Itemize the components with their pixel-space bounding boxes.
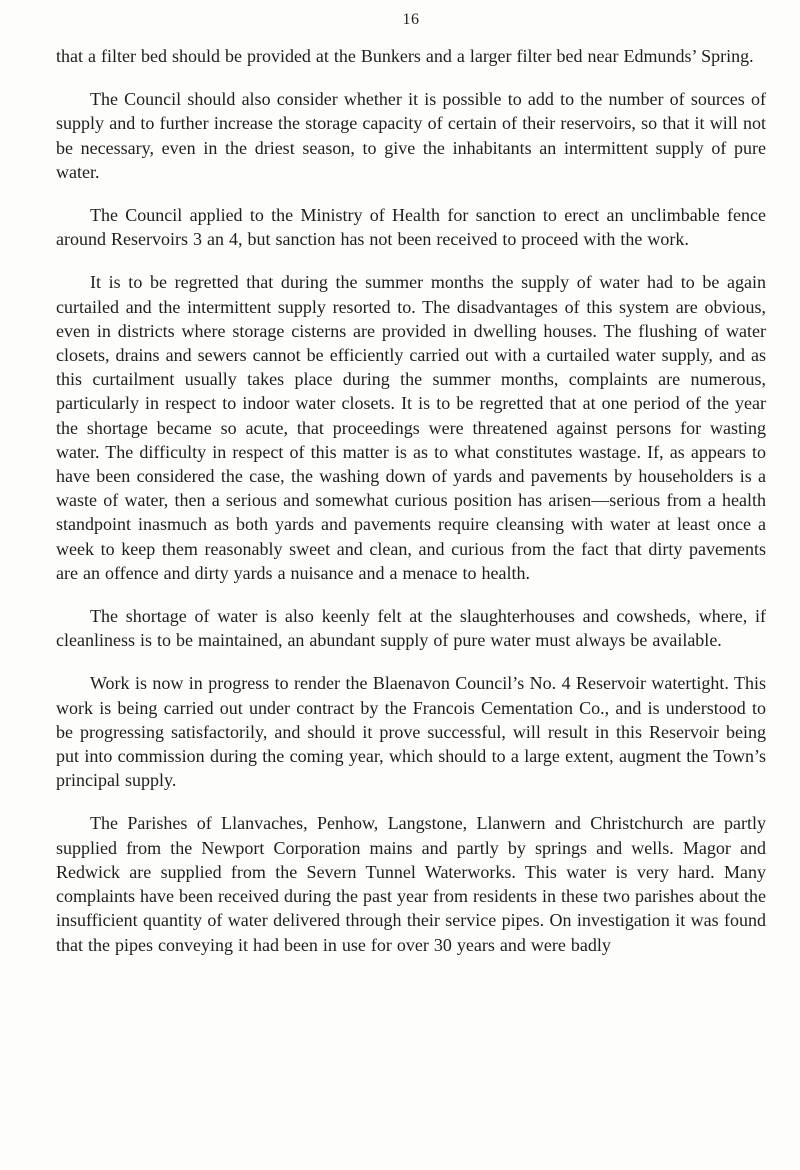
page-number: 16 <box>402 11 420 28</box>
paragraph-parishes-supply: The Parishes of Llanvaches, Penhow, Langstone, Llanwern and Christchurch are partly supplied from the Newport Corporation mains and partly by springs and wells. Magor and Redwick are supplied from the Severn Tunnel Waterworks. This water is very hard. Many complaints have been received during the past year from residents in these two parishes about the insufficient quantity of water delivered through their service pipes. On investigation it was found that the pipes conveying it had been in use for over 30 years and were badly <box>56 813 766 955</box>
paragraph-slaughterhouses: The shortage of water is also keenly felt at the slaughterhouses and cowsheds, where, if cleanliness is to be maintained, an abundant supply of pure water must always be available. <box>56 606 766 651</box>
paragraph-sources-of-supply: The Council should also consider whether it is possible to add to the number of sources of supply and to further increase the storage capacity of certain of their reservoirs, so that it will not be necessary, even in the driest season, to give the inhabitants an intermittent supply of pure water. <box>56 89 766 182</box>
paragraph-reservoir-work: Work is now in progress to render the Blaenavon Council’s No. 4 Reservoir watertight. This work is being carried out under contract by the Francois Cementation Co., and is understood to be progressing satisfactorily, and should it prove successful, will result in this Reservoir being put into commission during the coming year, which should to a large extent, augment the Town’s principal supply. <box>56 673 766 791</box>
paragraph-fence-sanction: The Council applied to the Ministry of Health for sanction to erect an unclimbable fence around Reservoirs 3 an 4, but sanction has not been received to proceed with the work. <box>56 205 766 250</box>
paragraph-filter-bed: that a filter bed should be provided at the Bunkers and a larger filter bed near Edmunds’ Spring. <box>56 46 754 66</box>
paragraph-intermittent-supply: It is to be regretted that during the summer months the supply of water had to be again curtailed and the intermittent supply resorted to. The disadvantages of this system are obvious, even in districts where storage cisterns are provided in dwelling houses. The flushing of water closets, drains and sewers cannot be efficiently carried out with a curtailed water supply, and as this curtailment usually takes place during the summer months, complaints are numerous, particularly in respect to indoor water closets. It is to be regretted that at one period of the year the shortage became so acute, that proceedings were threatened against persons for wasting water. The difficulty in respect of this matter is as to what constitutes wastage. If, as appears to have been considered the case, the washing down of yards and pavements by householders is a waste of water, then a serious and somewhat curious position has arisen—serious from a health standpoint inasmuch as both yards and pavements require cleansing with water at least once a week to keep them reasonably sweet and clean, and curious from the fact that dirty pavements are an offence and dirty yards a nuisance and a menace to health. <box>56 272 766 583</box>
